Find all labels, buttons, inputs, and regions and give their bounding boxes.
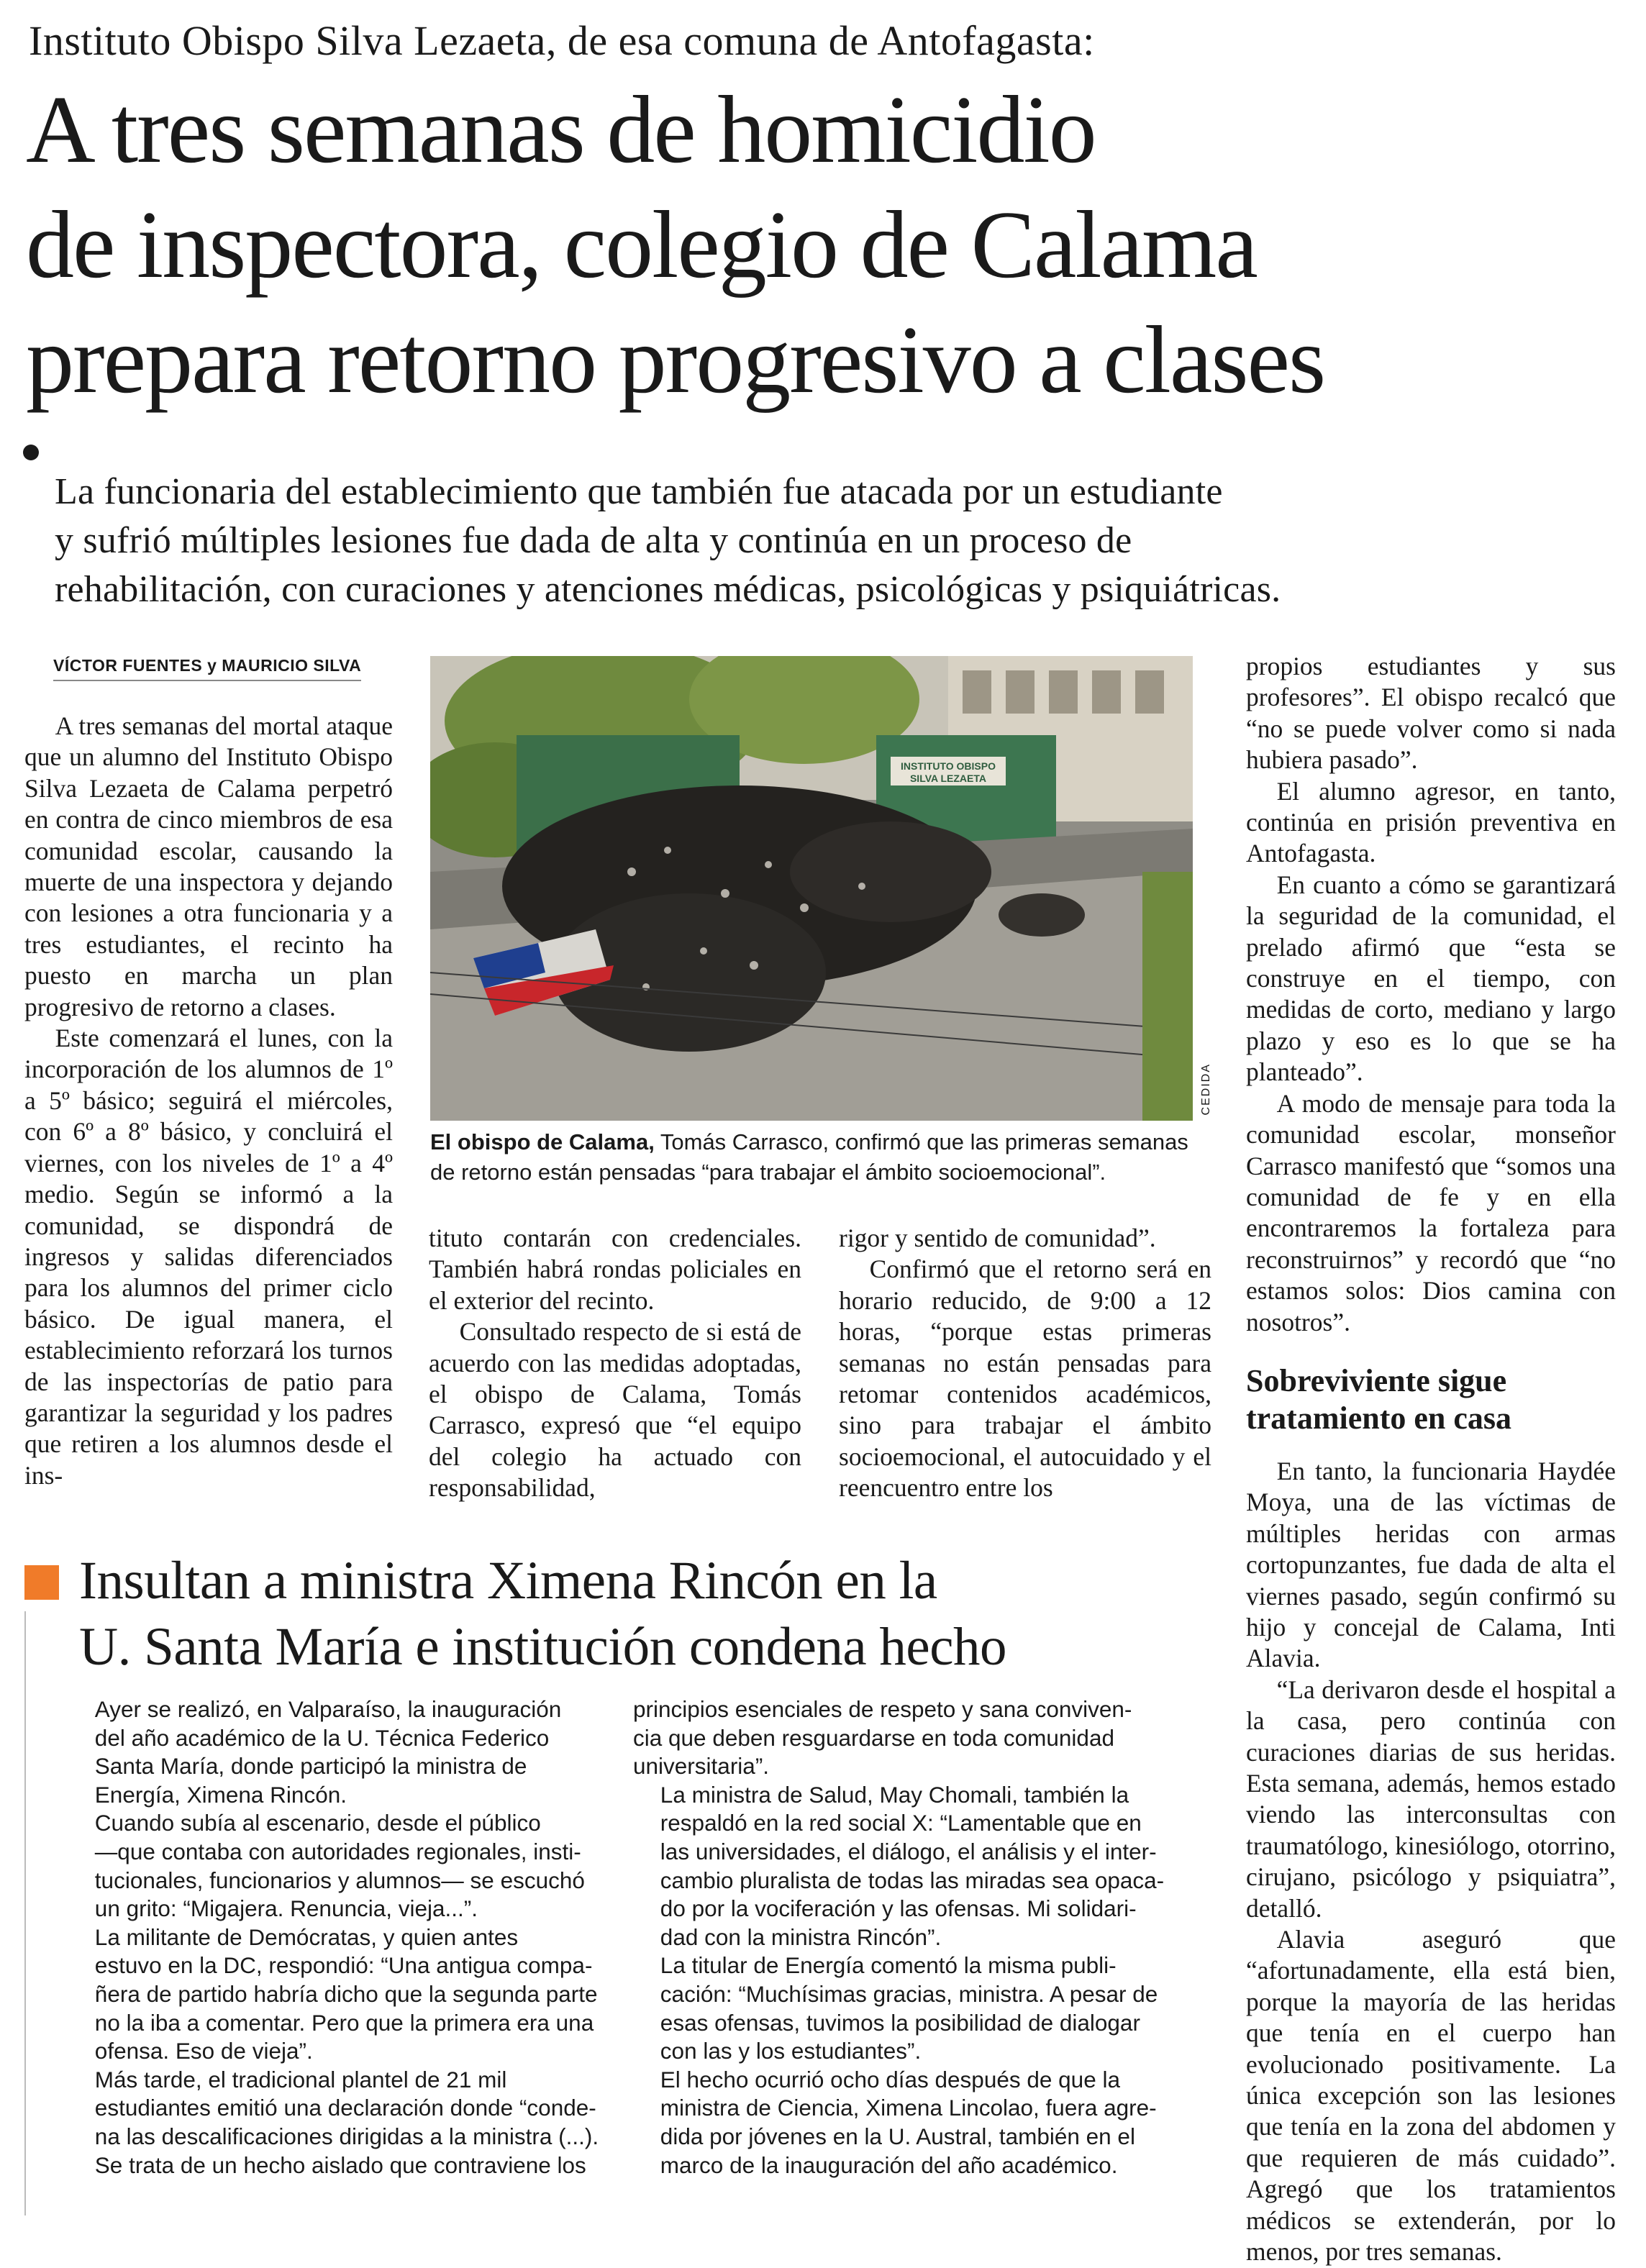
box-title	[79, 1548, 1006, 1680]
caption-text: Tomás Carrasco, confirmó que las primeras semanas de retorno están pensadas “para trabajar el ámbito socioemocional”.	[430, 1129, 1188, 1185]
paragraph: rigor y sentido de comunidad”.	[839, 1224, 1156, 1252]
headline-line: prepara retorno progresivo a clases	[26, 306, 1325, 413]
paragraph: Consultado respecto de si está de acuerdo con las medidas adoptadas, el obispo de Calama, Tomás Carrasco, expresó que “el equipo del colegio ha actuado con responsabilidad,	[429, 1317, 801, 1503]
section-marker-icon	[24, 1565, 59, 1600]
paragraph: La titular de Energía comentó la misma publi- cación: “Muchísimas gracias, ministra. A pesar de esas ofensas, tuvimos la posibilidad de dialogar con las y los estudiantes”.	[660, 1952, 1158, 2064]
paragraph: El alumno agresor, en tanto, continúa en prisión preventiva en Antofagasta.	[1246, 776, 1616, 868]
box-title-line: Insultan a ministra Ximena Rincón en la	[79, 1551, 937, 1611]
paragraph: tituto contarán con credenciales. También habrá rondas policiales en el exterior del recinto.	[429, 1224, 801, 1315]
paragraph: El hecho ocurrió ocho días después de que la ministra de Ciencia, Ximena Lincolao, fuera agre- dida por jóvenes en la U. Austral, también en el marco de la inauguración del año académico.	[660, 2066, 1157, 2178]
paragraph: Este comenzará el lunes, con la incorporación de los alumnos de 1º a 5º básico; seguirá el miércoles, con 6º a 8º básico, y concluirá el viernes, con los niveles de 1º a 4º medio. Según se informó a la comunidad, se dispondrá de ingresos y salidas diferenciados para los alumnos del primer ciclo básico. De igual manera, el establecimiento reforzará los turnos de las inspectorías de patio para garantizar la seguridad y los padres que retiren a los alumnos desde el ins-	[24, 1024, 393, 1490]
box-divider	[24, 1611, 26, 2215]
paragraph: En tanto, la funcionaria Haydée Moya, una de las víctimas de múltiples heridas con armas cortopunzantes, fue dada de alta el viernes pasado, según confirmó su hijo y concejal de Calama, Inti Alavia.	[1246, 1456, 1616, 1673]
photo-caption	[430, 1127, 1207, 1188]
paragraph: propios estudiantes y sus profesores”. El obispo recalcó que “no se puede volver como si nada hubiera pasado”.	[1246, 652, 1616, 775]
article-column-1	[24, 711, 393, 1491]
paragraph: Ayer se realizó, en Valparaíso, la inauguración del año académico de la U. Técnica Federico Santa María, donde participó la ministra de Energía, Ximena Rincón.	[94, 1696, 562, 1808]
article-column-2	[429, 1223, 801, 1504]
caption-lead: El obispo de Calama,	[430, 1129, 655, 1155]
paragraph: Más tarde, el tradicional plantel de 21 mil estudiantes emitió una declaración donde “conde- na las descalificaciones dirigidas a la ministra (...). Se trata de un hecho aislado que contraviene los	[94, 2066, 599, 2178]
photo-credit: CEDIDA	[1200, 1063, 1212, 1116]
article-column-4	[1246, 651, 1616, 2268]
box-column-1	[68, 1695, 614, 2180]
byline: VÍCTOR FUENTES y MAURICIO SILVA	[53, 656, 361, 681]
paragraph: Cuando subía al escenario, desde el público —que contaba con autoridades regionales, insti- tucionales, funcionarios y alumnos— se escuchó un grito: “Migajera. Renuncia, vieja...”.	[94, 1810, 585, 1922]
deck-line: y sufrió múltiples lesiones fue dada de alta y continúa en un proceso de	[55, 520, 1132, 561]
box-title-line: U. Santa María e institución condena hecho	[79, 1617, 1007, 1677]
deck-bullet-icon	[23, 445, 39, 460]
paragraph: La ministra de Salud, May Chomali, también la respaldó en la red social X: “Lamentable que en las universidades, el diálogo, el análisis y el inter- cambio pluralista de todas las miradas sea opaca- do por la vociferación y las ofensas. Mi solidari- dad con la ministra Rincón”.	[660, 1781, 1165, 1950]
sign-text: SILVA LEZAETA	[909, 773, 987, 784]
article-column-3	[839, 1223, 1211, 1504]
deck-line: La funcionaria del establecimiento que también fue atacada por un estudiante	[55, 471, 1223, 512]
deck	[55, 468, 1281, 614]
paragraph: En cuanto a cómo se garantizará la seguridad de la comunidad, el prelado afirmó que “esta se construye en el tiempo, con medidas de corto, mediano y largo plazo y eso es lo que se ha planteado”.	[1246, 870, 1616, 1087]
photo	[430, 656, 1193, 1121]
school-protest-photo	[430, 656, 1193, 1121]
subheading: Sobreviviente sigue tratamiento en casa	[1246, 1362, 1512, 1436]
paragraph: principios esenciales de respeto y sana conviven- cia que deben resguardarse en toda comunidad universitaria”.	[633, 1696, 1132, 1780]
paragraph: A tres semanas del mortal ataque que un alumno del Instituto Obispo Silva Lezaeta de Calama perpetró en contra de cinco miembros de esa comunidad escolar, causando la muerte de una inspectora y dejando con lesiones a otra funcionaria y a tres estudiantes, el recinto ha puesto en marcha un plan progresivo de retorno a clases.	[24, 711, 393, 1021]
headline-line: de inspectora, colegio de Calama	[26, 191, 1257, 298]
sign-text: INSTITUTO OBISPO	[901, 760, 996, 772]
paragraph: A modo de mensaje para toda la comunidad escolar, monseñor Carrasco manifestó que “somos una comunidad de fe y en ella encontraremos la fortaleza para reconstruirnos” y recordó que “no estamos solos: Dios camina con nosotros”.	[1246, 1088, 1616, 1336]
paragraph: “La derivaron desde el hospital a la casa, pero continúa con curaciones diarias de sus heridas. Esta semana, además, hemos estado viendo las interconsultas con traumatólogo, kinesiólogo, otorrino, cirujano, psicólogo y psiquiatra”, detalló.	[1246, 1675, 1616, 1923]
paragraph: Confirmó que el retorno será en horario reducido, de 9:00 a 12 horas, “porque estas primeras semanas no están pensadas para retomar contenidos académicos, sino para trabajar el ámbito socioemocional, el autocuidado y el reencuentro entre los	[839, 1254, 1211, 1503]
deck-line: rehabilitación, con curaciones y atenciones médicas, psicológicas y psiquiátricas.	[55, 569, 1281, 610]
box-column-2	[633, 1695, 1201, 2180]
paragraph: La militante de Demócratas, y quien antes estuvo en la DC, respondió: “Una antigua compa- ñera de partido habría dicho que la segunda parte no la iba a comentar. Pero que la primera era una ofensa. Eso de vieja”.	[94, 1923, 598, 2064]
headline	[26, 72, 1324, 417]
kicker: Instituto Obispo Silva Lezaeta, de esa comuna de Antofagasta:	[29, 17, 1095, 64]
paragraph: Alavia aseguró que “afortunadamente, ella está bien, porque la mayoría de las heridas que tenía en el cuerpo han evolucionado positivamente. La única excepción son las lesiones que tenía en la zona del abdomen y que requieren de más cuidado”. Agregó que los tratamientos médicos se extenderán, por lo menos, por tres semanas.	[1246, 1925, 1616, 2267]
headline-line: A tres semanas de homicidio	[26, 76, 1096, 183]
